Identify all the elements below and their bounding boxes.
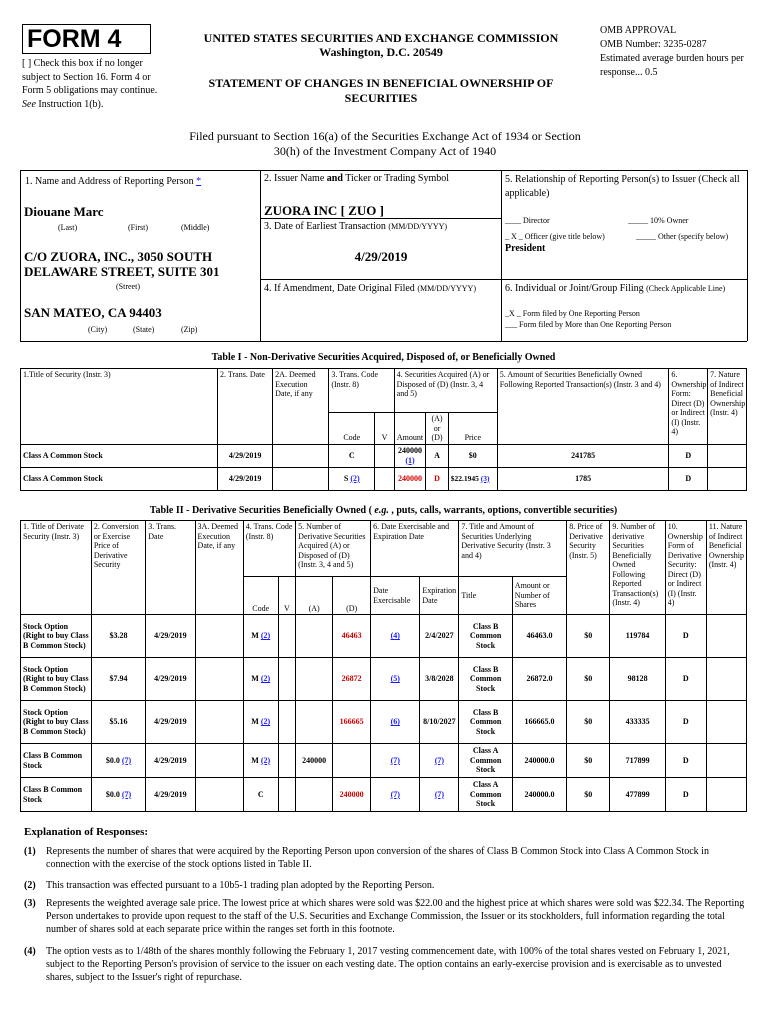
group-filer-checkbox[interactable]: ___ Form filed by More than One Reporting Person: [505, 320, 672, 329]
t2-expiration-footnote[interactable]: (7): [420, 778, 459, 812]
t2-h-code: 4. Trans. Code (Instr. 8): [243, 521, 295, 577]
t2-sub-code: Code: [243, 577, 278, 615]
footnote-link[interactable]: (2): [260, 674, 271, 684]
t2-h-form: 10. Ownership Form of Derivative Security: Direct (D) or Indirect (I) (Instr. 4): [665, 521, 706, 615]
t1-code: S (2): [329, 467, 375, 490]
box2-label: 2. Issuer Name and Ticker or Trading Symbol: [264, 173, 450, 184]
box5-label: 5. Relationship of Reporting Person(s) to Issuer (Check all applicable): [505, 174, 740, 199]
t2-underlying-amount: 240000.0: [512, 778, 566, 812]
middle-label: (Middle): [181, 223, 210, 232]
t1-sub-amount: Amount: [394, 413, 426, 445]
t1-form: D: [669, 467, 708, 490]
footnote-link[interactable]: (2): [260, 755, 271, 765]
t2-h-nature: 11. Nature of Indirect Beneficial Ownership (Instr. 4): [706, 521, 746, 615]
officer-checkbox[interactable]: _ X _ Officer (give title below): [505, 232, 605, 241]
t2-h-deemed: 3A. Deemed Execution Date, if any: [195, 521, 243, 615]
box3-label: 3. Date of Earliest Transaction (MM/DD/YYYY): [264, 221, 448, 232]
first-label: (First): [128, 223, 148, 232]
t2-underlying-amount: 166665.0: [512, 701, 566, 744]
reporting-person-city: SAN MATEO, CA 94403: [24, 305, 162, 320]
footnote-2: (2) This transaction was effected pursuant to a 10b5-1 trading plan adopted by the Reporting Person.: [24, 880, 435, 891]
t2-h-underlying: 7. Title and Amount of Securities Underlying Derivative Security (Instr. 3 and 4): [459, 521, 567, 577]
last-label: (Last): [58, 223, 78, 232]
t2-form: D: [665, 615, 706, 658]
t2-code: M (2): [243, 615, 278, 658]
explanation-title: Explanation of Responses:: [24, 826, 149, 838]
t1-h-deemed: 2A. Deemed Execution Date, if any: [273, 369, 329, 445]
t2-price: $0: [567, 744, 610, 778]
street-label: (Street): [116, 282, 140, 291]
t2-form: D: [665, 658, 706, 701]
table-row: [21, 744, 747, 778]
state-label: (State): [133, 325, 155, 334]
form-title-box: [22, 24, 151, 54]
footnote-link[interactable]: (1): [405, 455, 415, 465]
t2-owned: 717899: [610, 744, 665, 778]
t2-form: D: [665, 778, 706, 812]
t2-security: Class B Common Stock: [21, 744, 92, 778]
agency-name: UNITED STATES SECURITIES AND EXCHANGE COMMISSION: [203, 31, 559, 45]
t2-owned: 119784: [610, 615, 665, 658]
t2-sub-title: Title: [459, 577, 512, 615]
t1-owned: 1785: [497, 467, 669, 490]
t1-form: D: [669, 444, 708, 467]
other-checkbox[interactable]: _____ Other (specify below): [636, 232, 729, 241]
t2-date: 4/29/2019: [146, 658, 195, 701]
table1: [20, 368, 747, 491]
t2-h-exercisable: 6. Date Exercisable and Expiration Date: [371, 521, 459, 577]
agency-city: Washington, D.C. 20549: [319, 45, 443, 59]
single-filer-checkbox[interactable]: _X _ Form filed by One Reporting Person: [505, 309, 640, 318]
filed-pursuant: Filed pursuant to Section 16(a) of the Securities Exchange Act of 1934 or Section 30(h) of the Investment Company Act of 1940: [189, 129, 581, 158]
t2-underlying-amount: 240000.0: [512, 744, 566, 778]
t2-code: M (2): [243, 701, 278, 744]
t2-exercisable-footnote[interactable]: (7): [371, 778, 420, 812]
t2-code: C: [243, 778, 278, 812]
t1-aord: A: [426, 444, 448, 467]
t2-underlying-title: Class B Common Stock: [459, 615, 512, 658]
earliest-transaction-date: 4/29/2019: [354, 249, 408, 264]
t2-sub-a: (A): [296, 577, 333, 615]
t2-underlying-title: Class B Common Stock: [459, 658, 512, 701]
t2-exercisable-footnote[interactable]: (7): [371, 744, 420, 778]
t2-disposed: 26872: [333, 658, 371, 701]
t2-underlying-title: Class A Common Stock: [459, 744, 512, 778]
t2-conversion: $0.0 (7): [91, 744, 145, 778]
zip-label: (Zip): [181, 325, 198, 334]
t2-price: $0: [567, 658, 610, 701]
t1-amount: 240000: [394, 467, 426, 490]
omb-title: OMB APPROVAL: [600, 25, 677, 36]
t2-owned: 98128: [610, 658, 665, 701]
t1-h-date: 2. Trans. Date: [218, 369, 273, 445]
table-row: [21, 778, 747, 812]
t1-h-acquired: 4. Securities Acquired (A) or Disposed of (D) (Instr. 3, 4 and 5): [394, 369, 497, 413]
table-row: [21, 444, 747, 467]
t2-acquired: [296, 701, 333, 744]
footnote-3: (3) Represents the weighted average sale price. The lowest price at which shares were sold was $22.00 and the highest price at which shares were sold was $22.34. The Reporting Person undertakes to provide upon request to the staff of the U.S. Securities and Exchange Commission, the Issuer or its stockholders, full information regarding the total number of shares sold at each separate price within the ranges set forth in this footnote.: [24, 898, 745, 935]
t2-security: Stock Option (Right to buy Class B Common Stock): [21, 615, 92, 658]
t2-sub-amount: Amount or Number of Shares: [512, 577, 566, 615]
t1-h-code: 3. Trans. Code (Instr. 8): [329, 369, 394, 413]
t2-conversion: $5.16: [91, 701, 145, 744]
t2-disposed: 46463: [333, 615, 371, 658]
t2-disposed: 240000: [333, 778, 371, 812]
t2-acquired: [296, 778, 333, 812]
footnote-link[interactable]: (2): [260, 631, 271, 641]
t2-sub-exercisable: Date Exercisable: [371, 577, 420, 615]
t2-price: $0: [567, 701, 610, 744]
footnote-link[interactable]: (7): [121, 755, 132, 765]
t1-sub-price: Price: [448, 413, 497, 445]
footnote-link[interactable]: (2): [260, 717, 271, 727]
t1-price: $22.1945 (3): [448, 467, 497, 490]
ten-percent-owner-checkbox[interactable]: _____ 10% Owner: [628, 216, 689, 225]
t1-h-title: 1.Title of Security (Instr. 3): [21, 369, 218, 445]
t2-expiration: 2/4/2027: [420, 615, 459, 658]
t2-acquired: [296, 658, 333, 701]
t2-code: M (2): [243, 658, 278, 701]
t2-price: $0: [567, 615, 610, 658]
t1-date: 4/29/2019: [218, 444, 273, 467]
t2-date: 4/29/2019: [146, 778, 195, 812]
t2-acquired: [296, 615, 333, 658]
t2-exercisable-footnote[interactable]: (6): [371, 701, 420, 744]
t1-h-owned: 5. Amount of Securities Beneficially Owned Following Reported Transaction(s) (Instr. 3 and 4): [497, 369, 669, 445]
t2-date: 4/29/2019: [146, 744, 195, 778]
form-title: FORM 4: [27, 25, 122, 53]
t1-sub-code: Code: [329, 413, 375, 445]
omb-box: [600, 24, 760, 80]
t1-aord: D: [426, 467, 448, 490]
t2-expiration: 3/8/2028: [420, 658, 459, 701]
t2-conversion: $0.0 (7): [91, 778, 145, 812]
table-row: [21, 615, 747, 658]
reporting-person-footnote-link[interactable]: *: [196, 176, 202, 187]
t2-sub-v: V: [278, 577, 295, 615]
t1-price: $0: [448, 444, 497, 467]
t2-expiration: 8/10/2027: [420, 701, 459, 744]
box6-label: 6. Individual or Joint/Group Filing (Check Applicable Line): [505, 283, 726, 294]
t1-h-form: 6. Ownership Form: Direct (D) or Indirect (I) (Instr. 4): [669, 369, 708, 445]
footnote-link[interactable]: (3): [480, 473, 490, 483]
table2: [20, 520, 747, 812]
footnote-4: (4) The option vests as to 1/48th of the shares monthly following the February 1, 2017 vesting commencement date, with 100% of the total shares vested on February 1, 2021, subject to the Reporting Person's provision of service to the issuer on each vesting date. The option contains an early-exercise provision and is exercisable as to unvested shares, subject to the Issuer's right of repurchase.: [24, 946, 730, 983]
t2-form: D: [665, 701, 706, 744]
t2-date: 4/29/2019: [146, 701, 195, 744]
statement-title: STATEMENT OF CHANGES IN BENEFICIAL OWNERSHIP OF SECURITIES: [208, 76, 554, 105]
t1-h-nature: 7. Nature of Indirect Beneficial Ownership (Instr. 4): [708, 369, 747, 445]
t2-form: D: [665, 744, 706, 778]
t2-owned: 477899: [610, 778, 665, 812]
box1-label: 1. Name and Address of Reporting Person *: [25, 176, 202, 187]
t2-h-number: 5. Number of Derivative Securities Acquired (A) or Disposed of (D) (Instr. 3, 4 and 5): [296, 521, 371, 577]
t2-exercisable-footnote[interactable]: (5): [371, 658, 420, 701]
table-row: [21, 467, 747, 490]
section16-checkbox-text[interactable]: [ ] Check this box if no longer subject to Section 16. Form 4 or Form 5 obligations may continue. See Instruction 1(b).: [22, 58, 158, 110]
t2-sub-d: (D): [333, 577, 371, 615]
t2-security: Stock Option (Right to buy Class B Common Stock): [21, 658, 92, 701]
footnote-link[interactable]: (7): [121, 789, 132, 799]
t2-underlying-amount: 46463.0: [512, 615, 566, 658]
t2-underlying-title: Class A Common Stock: [459, 778, 512, 812]
t2-conversion: $3.28: [91, 615, 145, 658]
t2-acquired: 240000: [296, 744, 333, 778]
t2-h-price: 8. Price of Derivative Security (Instr. 5): [567, 521, 610, 615]
t1-date: 4/29/2019: [218, 467, 273, 490]
box4-label: 4. If Amendment, Date Original Filed (MM/DD/YYYY): [264, 283, 476, 294]
t2-price: $0: [567, 778, 610, 812]
footnote-1: (1) Represents the number of shares that were acquired by the Reporting Person upon conversion of the shares of Class B Common Stock into Class A Common Stock in connection with the exercise of the stock options listed in Table II.: [24, 846, 709, 870]
t2-code: M (2): [243, 744, 278, 778]
table2-title: Table II - Derivative Securities Beneficially Owned ( e.g. , puts, calls, warrants, options, convertible securities): [149, 505, 618, 516]
t2-owned: 433335: [610, 701, 665, 744]
t2-h-date: 3. Trans. Date: [146, 521, 195, 615]
t1-security: Class A Common Stock: [21, 444, 218, 467]
footnote-link[interactable]: (2): [350, 473, 360, 483]
t2-h-owned: 9. Number of derivative Securities Beneficially Owned Following Reported Transaction(s) (Instr. 4): [610, 521, 665, 615]
t1-sub-v: V: [375, 413, 394, 445]
t2-date: 4/29/2019: [146, 615, 195, 658]
reporting-person-name: Diouane Marc: [24, 204, 104, 219]
t2-underlying-amount: 26872.0: [512, 658, 566, 701]
omb-number: OMB Number: 3235-0287: [600, 39, 707, 50]
officer-title: President: [505, 243, 546, 254]
t1-owned: 241785: [497, 444, 669, 467]
omb-burden: Estimated average burden hours per response... 0.5: [600, 53, 744, 78]
t1-sub-aord: (A) or (D): [426, 413, 448, 445]
t2-security: Stock Option (Right to buy Class B Common Stock): [21, 701, 92, 744]
t2-security: Class B Common Stock: [21, 778, 92, 812]
director-checkbox[interactable]: ____ Director: [505, 216, 550, 225]
t2-h-conversion: 2. Conversion or Exercise Price of Derivative Security: [91, 521, 145, 615]
t1-security: Class A Common Stock: [21, 467, 218, 490]
t2-disposed: [333, 744, 371, 778]
t2-expiration-footnote[interactable]: (7): [420, 744, 459, 778]
t1-amount: 240000 (1): [394, 444, 426, 467]
t1-code: C: [329, 444, 375, 467]
table1-title: Table I - Non-Derivative Securities Acquired, Disposed of, or Beneficially Owned: [211, 352, 556, 363]
reporting-person-street: C/O ZUORA, INC., 3050 SOUTH DELAWARE STREET, SUITE 301: [24, 249, 220, 279]
issuer-name: ZUORA INC [ ZUO ]: [264, 203, 384, 218]
t2-conversion: $7.94: [91, 658, 145, 701]
t2-h-title: 1. Title of Derivate Security (Instr. 3): [21, 521, 92, 615]
t2-disposed: 166665: [333, 701, 371, 744]
city-label: (City): [88, 325, 108, 334]
t2-exercisable-footnote[interactable]: (4): [371, 615, 420, 658]
table-row: [21, 658, 747, 701]
t2-sub-expiration: Expiration Date: [420, 577, 459, 615]
table-row: [21, 701, 747, 744]
t2-underlying-title: Class B Common Stock: [459, 701, 512, 744]
